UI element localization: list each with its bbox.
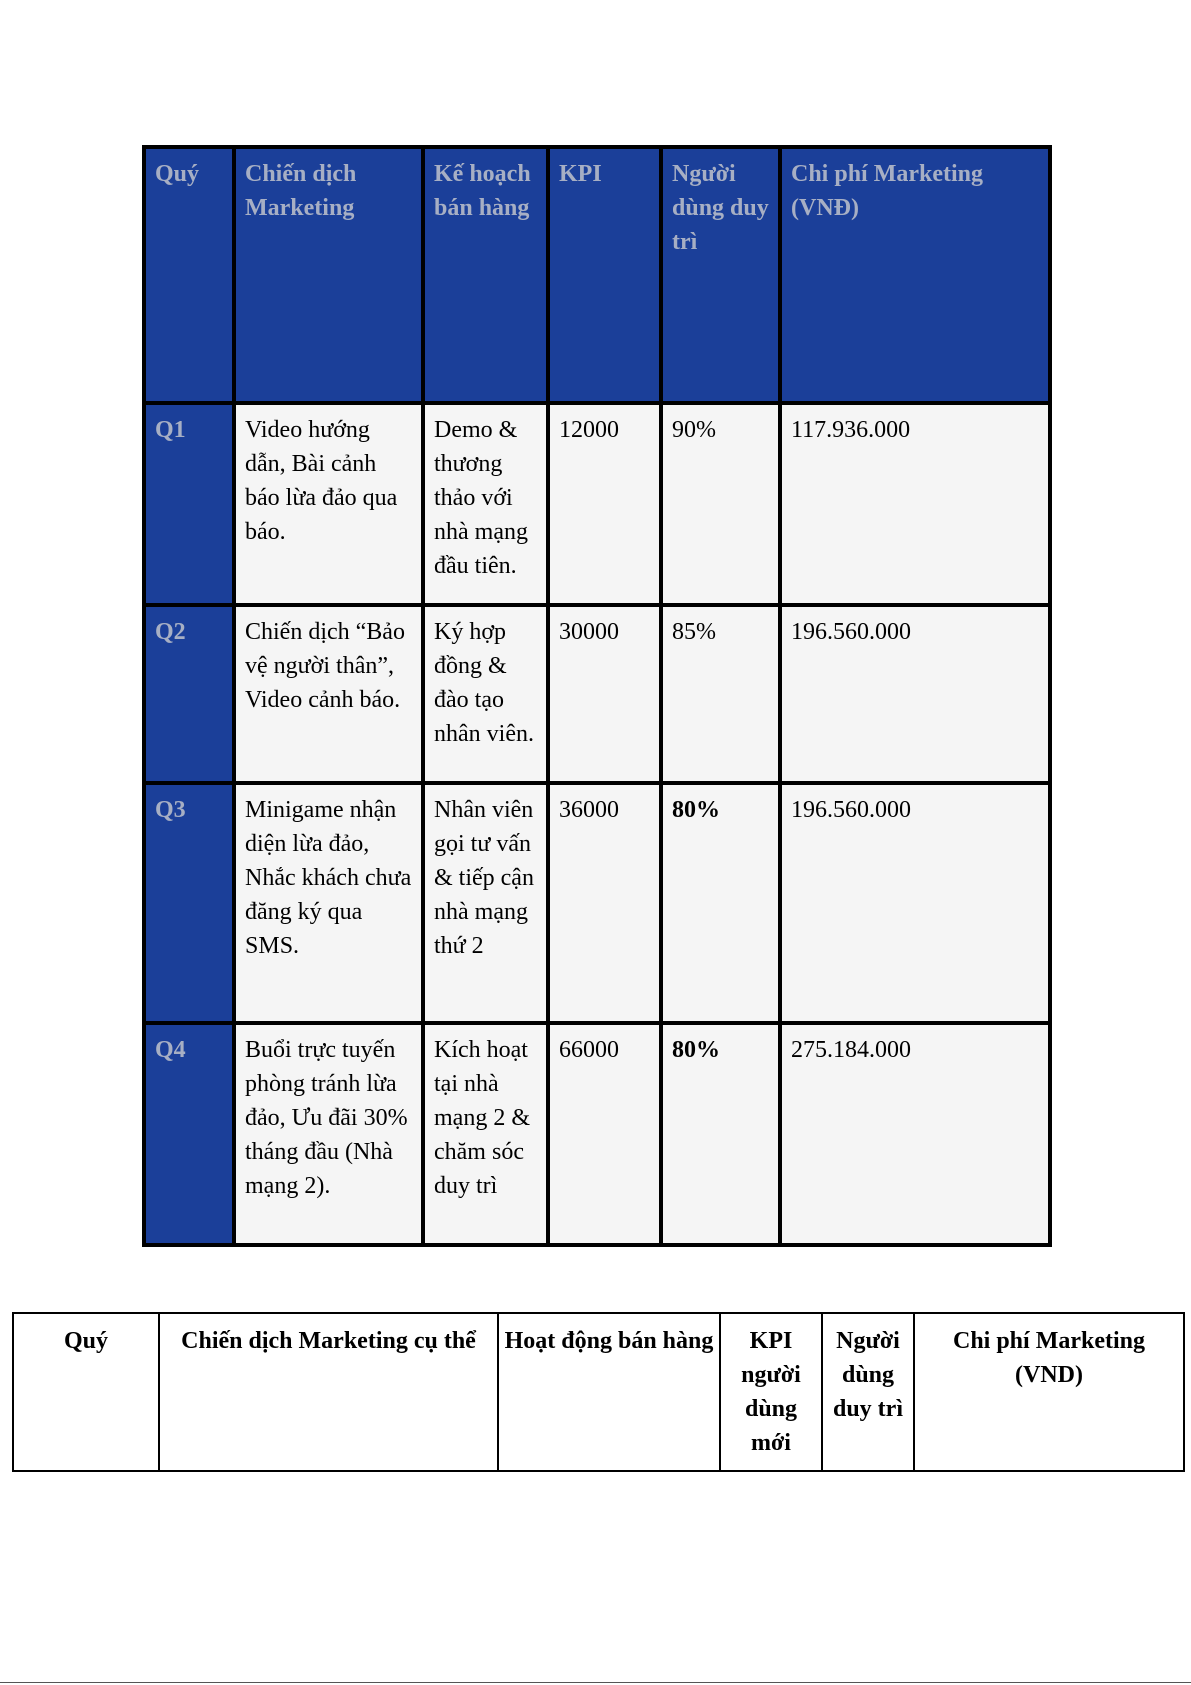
header-kpi-new-users: KPI người dùng mới (720, 1313, 822, 1471)
row-quarter: Q4 (144, 1023, 234, 1245)
table-row (144, 605, 1050, 783)
row-campaign: Minigame nhận diện lừa đảo, Nhắc khách chưa đăng ký qua SMS. (234, 783, 423, 1023)
row-cost: 196.560.000 (780, 783, 1050, 1023)
row-kpi: 30000 (548, 605, 661, 783)
header-sales-plan: Kế hoạch bán hàng (423, 147, 548, 403)
marketing-detail-table (12, 1312, 1185, 1472)
row-quarter: Q1 (144, 403, 234, 605)
row-sales-plan: Demo & thương thảo với nhà mạng đầu tiên. (423, 403, 548, 605)
row-campaign: Chiến dịch “Bảo vệ người thân”, Video cảnh báo. (234, 605, 423, 783)
row-retention: 80% (661, 783, 780, 1023)
header-quarter: Quý (13, 1313, 159, 1471)
table-row (144, 1023, 1050, 1245)
row-retention: 85% (661, 605, 780, 783)
row-cost: 117.936.000 (780, 403, 1050, 605)
header-retention: Người dùng duy trì (822, 1313, 914, 1471)
header-retention: Người dùng duy trì (661, 147, 780, 403)
table-row (144, 403, 1050, 605)
header-cost: Chi phí Marketing (VND) (914, 1313, 1184, 1471)
row-campaign: Buổi trực tuyến phòng tránh lừa đảo, Ưu đãi 30% tháng đầu (Nhà mạng 2). (234, 1023, 423, 1245)
row-sales-plan: Kích hoạt tại nhà mạng 2 & chăm sóc duy trì (423, 1023, 548, 1245)
row-cost: 196.560.000 (780, 605, 1050, 783)
row-kpi: 36000 (548, 783, 661, 1023)
row-cost: 275.184.000 (780, 1023, 1050, 1245)
row-sales-plan: Ký hợp đồng & đào tạo nhân viên. (423, 605, 548, 783)
table-header-row (144, 147, 1050, 403)
row-sales-plan: Nhân viên gọi tư vấn & tiếp cận nhà mạng thứ 2 (423, 783, 548, 1023)
footer-divider (0, 1682, 1191, 1683)
header-sales-activity: Hoạt động bán hàng (498, 1313, 720, 1471)
header-kpi: KPI (548, 147, 661, 403)
row-campaign: Video hướng dẫn, Bài cảnh báo lừa đảo qua báo. (234, 403, 423, 605)
row-retention: 90% (661, 403, 780, 605)
row-kpi: 12000 (548, 403, 661, 605)
table-row (144, 783, 1050, 1023)
table-header-row (13, 1313, 1184, 1471)
marketing-plan-table (142, 145, 1052, 1247)
header-cost: Chi phí Marketing (VNĐ) (780, 147, 1050, 403)
header-quarter: Quý (144, 147, 234, 403)
row-quarter: Q2 (144, 605, 234, 783)
header-campaign-detail: Chiến dịch Marketing cụ thể (159, 1313, 498, 1471)
row-quarter: Q3 (144, 783, 234, 1023)
header-campaign: Chiến dịch Marketing (234, 147, 423, 403)
row-kpi: 66000 (548, 1023, 661, 1245)
row-retention: 80% (661, 1023, 780, 1245)
